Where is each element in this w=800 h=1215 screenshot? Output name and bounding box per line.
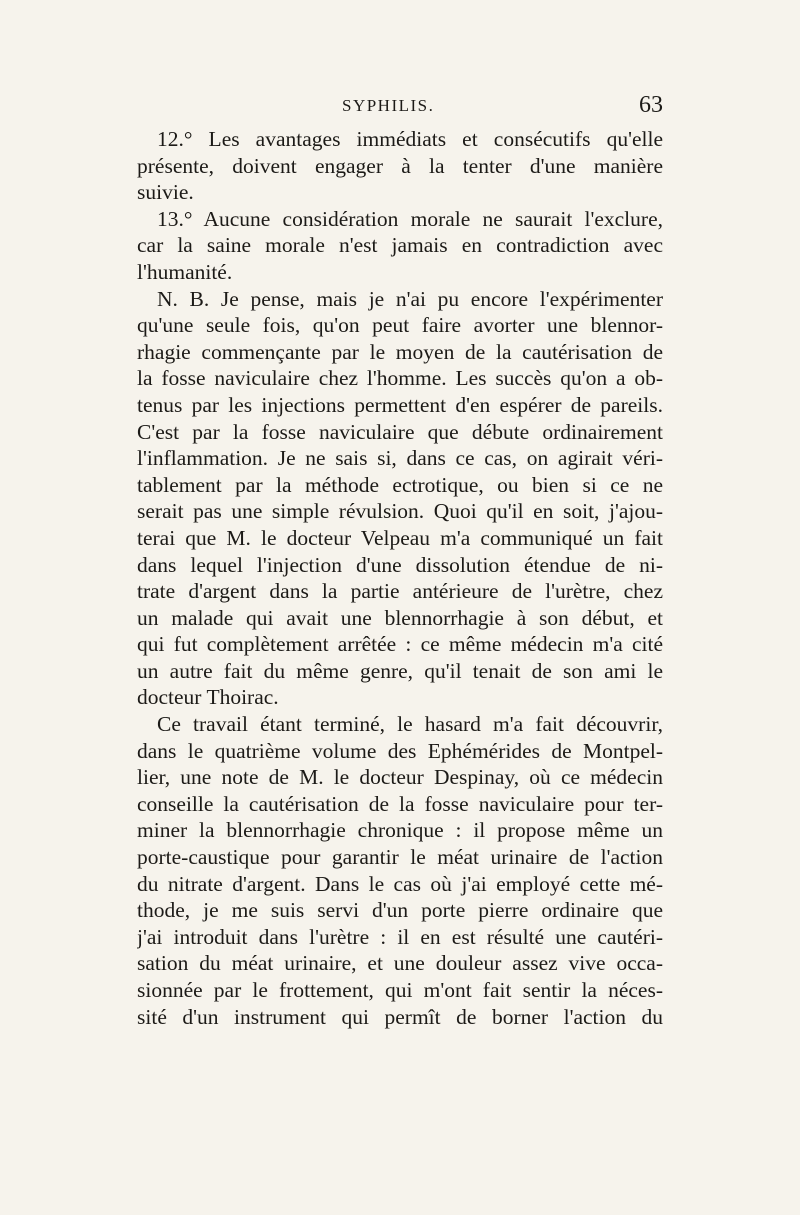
text-line: serait pas une simple révulsion. Quoi qu'il en soit, j'ajou- bbox=[137, 499, 663, 524]
text-line: du nitrate d'argent. Dans le cas où j'ai employé cette mé- bbox=[137, 871, 663, 896]
text-line: un malade qui avait une blennorrhagie à son début, et bbox=[137, 605, 663, 630]
text-line: présente, doivent engager à la tenter d'une manière bbox=[137, 153, 663, 178]
text-line: lier, une note de M. le docteur Despinay, où ce médecin bbox=[137, 765, 663, 790]
running-head bbox=[137, 92, 663, 120]
text-line: rhagie commençante par le moyen de la cautérisation de bbox=[137, 339, 663, 364]
text-line: docteur Thoirac. bbox=[137, 685, 279, 710]
text-line: l'humanité. bbox=[137, 259, 233, 284]
text-line: un autre fait du même genre, qu'il tenait de son ami le bbox=[137, 658, 663, 683]
text-line: qu'une seule fois, qu'on peut faire avorter une blennor- bbox=[137, 313, 663, 338]
text-line: suivie. bbox=[137, 180, 194, 205]
text-line: j'ai introduit dans l'urètre : il en est résulté une cautéri- bbox=[137, 924, 663, 949]
text-line: tablement par la méthode ectrotique, ou bien si ce ne bbox=[137, 472, 663, 497]
text-line: thode, je me suis servi d'un porte pierre ordinaire que bbox=[137, 898, 663, 923]
text-line: porte-caustique pour garantir le méat urinaire de l'action bbox=[137, 845, 663, 870]
text-line: qui fut complètement arrêtée : ce même médecin m'a cité bbox=[137, 632, 663, 657]
text-line: car la saine morale n'est jamais en contradiction avec bbox=[137, 233, 663, 258]
text-line: N. B. Je pense, mais je n'ai pu encore l'expérimenter bbox=[157, 286, 663, 311]
text-line: 13.° Aucune considération morale ne saurait l'exclure, bbox=[157, 206, 663, 231]
text-line: 12.° Les avantages immédiats et consécutifs qu'elle bbox=[157, 127, 663, 151]
text-line: miner la blennorrhagie chronique : il propose même un bbox=[137, 818, 663, 843]
text-line: sionnée par le frottement, qui m'ont fait sentir la néces- bbox=[137, 978, 663, 1002]
text-line: tenus par les injections permettent d'en espérer de pareils. bbox=[137, 392, 663, 417]
text-line: dans lequel l'injection d'une dissolution étendue de ni- bbox=[137, 552, 663, 577]
text-line: la fosse naviculaire chez l'homme. Les succès qu'on a ob- bbox=[137, 366, 663, 391]
text-line: dans le quatrième volume des Ephémérides de Montpel- bbox=[137, 738, 663, 763]
text-line: l'inflammation. Je ne sais si, dans ce cas, on agirait véri- bbox=[137, 446, 663, 471]
running-head-title: SYPHILIS. bbox=[342, 96, 435, 115]
text-line: trate d'argent dans la partie antérieure de l'urètre, chez bbox=[137, 579, 663, 604]
text-line: sation du méat urinaire, et une douleur assez vive occa- bbox=[137, 951, 663, 976]
text-line: C'est par la fosse naviculaire que débute ordinairement bbox=[137, 419, 663, 444]
text-line: terai que M. le docteur Velpeau m'a communiqué un fait bbox=[137, 525, 663, 550]
text-line: sité d'un instrument qui permît de borner l'action du bbox=[137, 1004, 663, 1029]
text-body bbox=[137, 126, 663, 1030]
page-number: 63 bbox=[639, 92, 663, 118]
text-line: Ce travail étant terminé, le hasard m'a fait découvrir, bbox=[157, 712, 663, 737]
text-line: conseille la cautérisation de la fosse naviculaire pour ter- bbox=[137, 791, 663, 816]
